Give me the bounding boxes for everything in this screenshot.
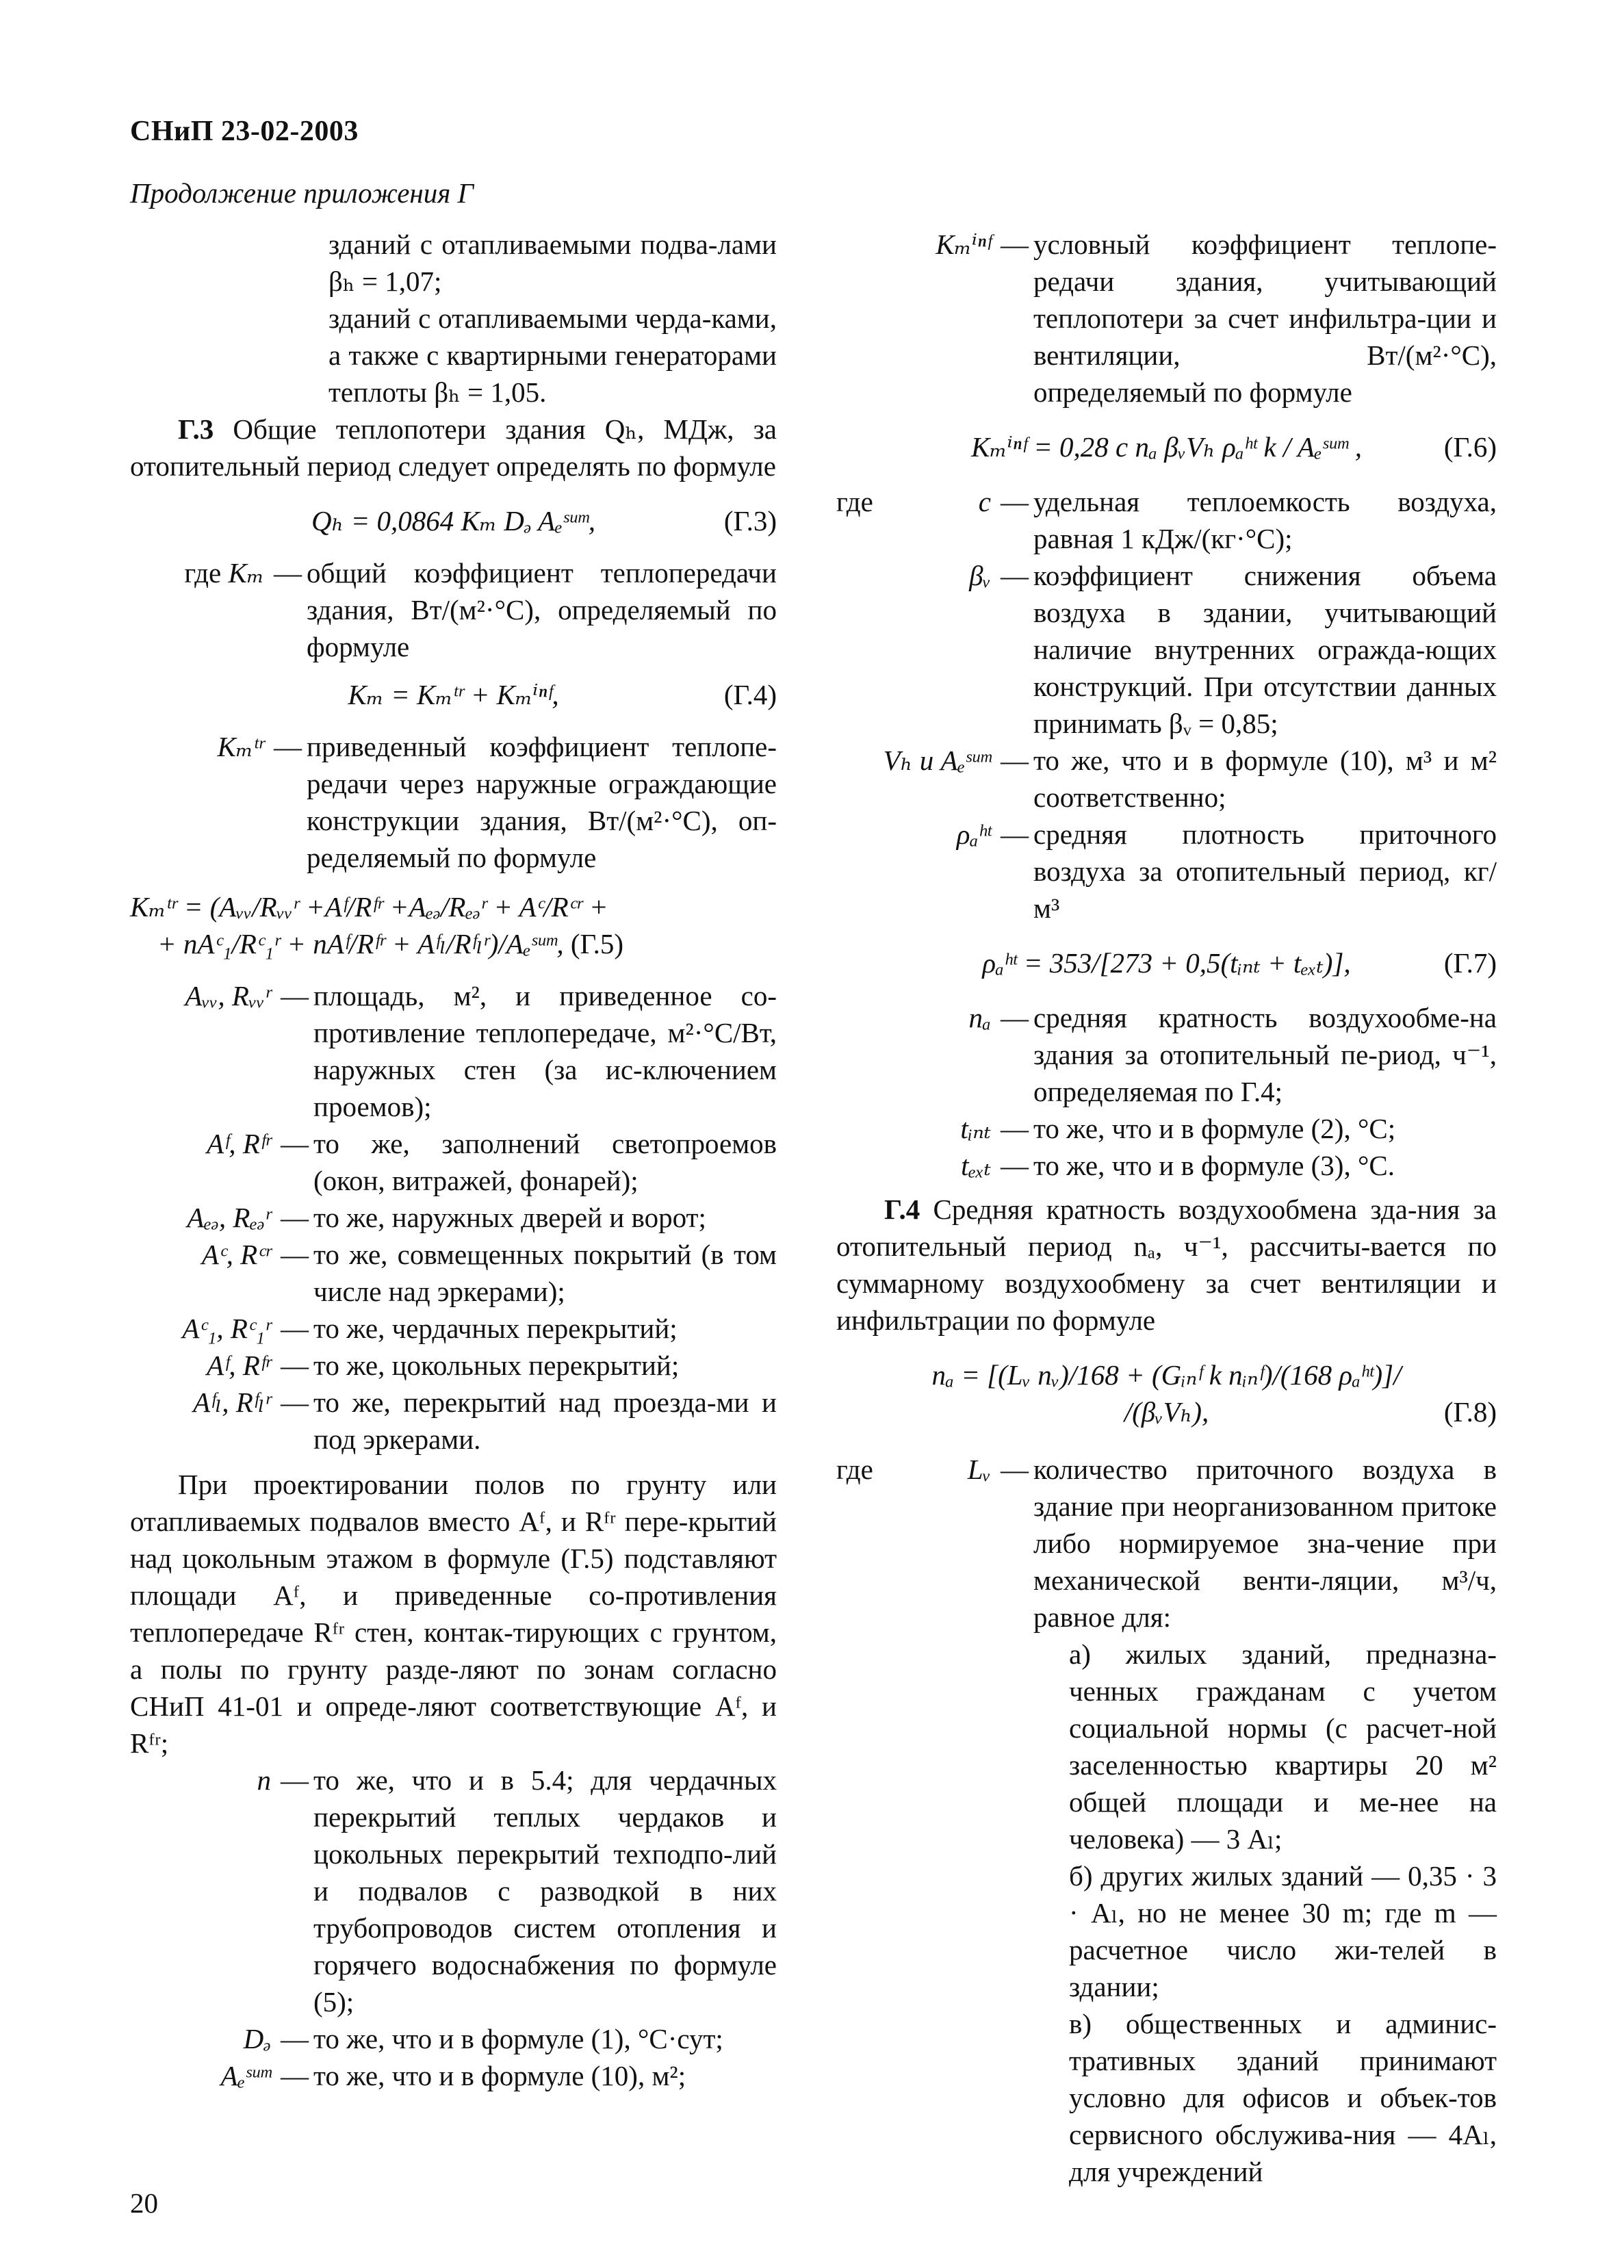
def-dash: — [1001,229,1029,260]
def-item [836,816,1497,927]
gde-word: где [184,557,222,589]
formula-g6-number: (Г.6) [1443,431,1497,463]
def-symbol: Aₑₔ, Rₑₔʳ [187,1202,271,1233]
def-symbol: Aᶜ₁, Rᶜ₁ʳ [182,1313,271,1344]
def-symbol: tₑₓₜ [961,1150,991,1181]
def-item [836,557,1497,742]
def-dash: — [281,1202,309,1233]
lv-symbol: Lᵥ [967,1454,991,1485]
def-dash: — [281,1387,309,1418]
def-kminf [836,226,1497,411]
def-desc: то же, что и в формуле (2), °С; [1033,1113,1396,1144]
def-desc: то же, что и в формуле (3), °С. [1033,1150,1395,1181]
def-item [836,742,1497,816]
def-symbol: n [257,1764,271,1796]
def-dash: — [274,731,302,762]
formula-g5-line1: Kₘᵗʳ = (Aᵥᵥ/Rᵥᵥʳ +Aᶠ/Rᶠʳ +Aₑₔ/Rₑₔʳ + Aᶜ/Rᶜʳ + [130,891,608,923]
right-column [836,226,1497,2190]
gde-word: где [836,486,873,517]
def-item [130,1384,777,1458]
formula-g5 [130,888,777,962]
def-item [130,2020,777,2057]
def-dash: — [281,980,309,1011]
formula-g8-line2-row [836,1393,1497,1430]
def-kmtr [130,728,777,876]
def-symbol: Aᶠ, Rᶠʳ [207,1128,271,1159]
def-km-desc: общий коэффициент теплопередачи здания, Вт/(м²·°С), определяемый по формуле [307,557,777,662]
intro-line-1: зданий с отапливаемыми подва-лами βₕ = 1,07; [328,229,777,297]
document-code-header: СНиП 23-02-2003 [130,116,359,147]
def-dash: — [1001,1113,1029,1144]
section-g3-text: Общие теплопотери здания Qₕ, МДж, за отопительный период следует определять по формуле [130,413,777,482]
formula-g3-number: (Г.3) [723,505,777,537]
def-km [130,554,777,665]
def-symbol: Dₔ [243,2023,271,2054]
def-symbol: Aᶜ, Rᶜʳ [201,1239,271,1270]
page-number: 20 [130,2187,158,2219]
def-desc: то же, что и в 5.4; для чердачных перекрытий теплых чердаков и цокольных перекрытий техподпо-лий и подвалов с разводкой в них трубопроводов систем отопления и горячего водоснабжения по формуле (5); [313,1764,777,2018]
def-item [130,1236,777,1310]
def-dash: — [1001,1150,1029,1181]
def-item [130,1762,777,2020]
def-lv-desc: количество приточного воздуха в здание при неорганизованном притоке либо нормируемое зна-чение при механической венти-ляции, м³/ч, равное для: [1033,1454,1497,1633]
def-dash: — [1001,560,1029,591]
def-desc: то же, чердачных перекрытий; [313,1313,678,1344]
section-g3-label: Г.3 [178,413,214,445]
def-kmtr-symbol: Kₘᵗʳ [217,731,264,762]
def-dash: — [281,1239,309,1270]
formula-g7-expr: ρₐʰᵗ = 353/[273 + 0,5(tᵢₙₜ + tₑₓₜ)], [982,947,1351,979]
formula-g5-line2-row [130,925,777,962]
formula-g8 [836,1356,1497,1430]
formula-g6 [836,428,1497,465]
formula-g8-line2: /(βᵥVₕ), [1124,1396,1209,1428]
def-symbol: ρₐʰᵗ [956,819,991,850]
def-item [130,2057,777,2094]
section-g4-label: Г.4 [884,1194,920,1225]
def-desc: средняя кратность воздухообме-на здания за отопительный пе-риод, ч⁻¹, определяемая по Г.4; [1033,1002,1497,1107]
def-symbol: βᵥ [969,560,991,591]
def-dash: — [281,1313,309,1344]
def-dash: — [281,2023,309,2054]
def-item [836,999,1497,1110]
def-desc: то же, цокольных перекрытий; [313,1350,680,1381]
def-symbol [836,483,1001,520]
def-dash: — [1001,1454,1029,1485]
para-ground-floors: При проектировании полов по грунту или отапливаемых подвалов вместо Aᶠ, и Rᶠʳ пере-крытий над цокольным этажом в формуле (Г.5) подставляют площади Aᶠ, и приведенные со-противления теплопередаче Rᶠʳ стен, контак-тирующих с грунтом, а полы по грунту разде-ляют по зонам согласно СНиП 41-01 и опреде-ляют соответствующие Aᶠ, и Rᶠʳ; [130,1469,777,1759]
appendix-continuation-label: Продолжение приложения Г [130,177,474,209]
km-symbol: Kₘ [228,557,264,589]
lv-sublist [836,1636,1497,2190]
list-item: а) жилых зданий, предназна-ченных гражданам с учетом социальной нормы (с расчет-ной заселенностью квартиры 20 м² общей площади и ме-нее на человека) — 3 Aₗ; [1069,1638,1497,1855]
list-item: в) общественных и админис-тративных зданий принимают условно для офисов и объек-тов сервисного обслужива-ния — 4Aₗ, для учреждений [1069,2008,1497,2187]
def-symbol: Vₕ и Aₑˢᵘᵐ [883,745,991,776]
formula-g4-expr: Kₘ = Kₘᵗʳ + Kₘⁱⁿᶠ, [348,679,559,710]
section-g3 [130,411,777,485]
formula-g5-line2: + nAᶜ₁/Rᶜ₁ʳ + nAᶠ/Rᶠʳ + Aᶠₗ/Rᶠₗʳ)/Aₑˢᵘᵐ, [157,928,564,959]
def-desc: то же, заполнений светопроемов (окон, витражей, фонарей); [313,1128,777,1196]
left-column [130,226,777,2094]
section-g4-text: Средняя кратность воздухообмена зда-ния за отопительный период nₐ, ч⁻¹, рассчиты-вается по суммарному воздухообмену за счет вентиляции и инфильтрации по формуле [836,1194,1497,1336]
intro-block [130,226,777,411]
def-item [836,1110,1497,1147]
def-desc: то же, что и в формуле (10), м²; [313,2060,686,2091]
def-kminf-desc: условный коэффициент теплопе-редачи здания, учитывающий теплопотери за счет инфильтра-ции и вентиляции, Вт/(м²·°С), определяемый по формуле [1033,229,1497,408]
def-item [130,1199,777,1236]
formula-g5-number: (Г.5) [570,928,623,959]
formula-g4-number: (Г.4) [723,679,777,710]
def-item [836,1147,1497,1184]
def-desc: средняя плотность приточного воздуха за отопительный период, кг/м³ [1033,819,1497,924]
gde-word: где [836,1454,873,1485]
def-kmtr-desc: приведенный коэффициент теплопе-редачи через наружные ограждающие конструкции здания, Вт/(м²·°С), оп-ределяемый по формуле [307,731,777,873]
def-list-g6 [836,483,1497,927]
def-item [130,977,777,1125]
def-item [130,1310,777,1347]
formula-g3 [130,502,777,539]
formula-g4 [130,676,777,713]
def-symbol: nₐ [968,1002,991,1033]
def-item [130,1347,777,1384]
def-lv-symbol [836,1451,1001,1488]
def-desc: площадь, м², и приведенное со-противление теплопередаче, м²·°С/Вт, наружных стен (за ис-ключением проемов); [313,980,777,1122]
def-desc: удельная теплоемкость воздуха, равная 1 кДж/(кг·°С); [1033,486,1497,554]
def-dash: — [281,1128,309,1159]
def-dash: — [1001,486,1029,517]
def-symbol: tᵢₙₜ [960,1113,991,1144]
def-km-symbol [130,554,274,591]
def-symbol: Aᶠ, Rᶠʳ [207,1350,271,1381]
intro-line-2: зданий с отапливаемыми черда-ками, а также с квартирными генераторами теплоты βₕ = 1,05. [328,302,777,408]
def-item [130,1125,777,1199]
formula-g7-number: (Г.7) [1443,947,1497,979]
def-dash: — [281,2060,309,2091]
def-list-g7 [836,999,1497,1184]
def-desc: то же, наружных дверей и ворот; [313,1202,706,1233]
def-desc: то же, что и в формуле (1), °С·сут; [313,2023,723,2054]
section-g4 [836,1191,1497,1339]
def-desc: то же, совмещенных покрытий (в том числе над эркерами); [313,1239,777,1307]
def-dash: — [1001,1002,1029,1033]
formula-g7 [836,944,1497,981]
def-symbol: Aᶠₗ, Rᶠₗʳ [193,1387,271,1418]
list-item: б) других жилых зданий — 0,35 · 3 · Aₗ, но не менее 30 m; где m — расчетное число жи-телей в здании; [1069,1860,1497,2002]
formula-g8-number: (Г.8) [1443,1396,1497,1428]
def-desc: то же, перекрытий над проезда-ми и под эркерами. [313,1387,777,1455]
def-kminf-symbol: Kₘⁱⁿᶠ [936,229,991,260]
def-desc: то же, что и в формуле (10), м³ и м² соответственно; [1033,745,1497,813]
formula-g6-expr: Kₘⁱⁿᶠ = 0,28 c nₐ βᵥVₕ ρₐʰᵗ k / Aₑˢᵘᵐ , [971,431,1362,463]
def-symbol: Aᵥᵥ, Rᵥᵥʳ [185,980,271,1011]
def-dash: — [281,1350,309,1381]
def-dash: — [274,557,302,589]
def-list-misc [130,1762,777,2094]
c-symbol: c [978,486,991,517]
def-desc: коэффициент снижения объема воздуха в здании, учитывающий наличие внутренних огражда-ющих конструкций. При отсутствии данных принимать βᵥ = 0,85; [1033,560,1497,739]
formula-g3-expr: Qₕ = 0,0864 Kₘ Dₔ Aₑˢᵘᵐ, [311,505,595,537]
def-dash: — [1001,745,1029,776]
def-item [836,483,1497,557]
def-symbol: Aₑˢᵘᵐ [220,2060,271,2091]
def-lv [836,1451,1497,1636]
def-dash: — [281,1764,309,1796]
formula-g8-line1: nₐ = [(Lᵥ nᵥ)/168 + (Gᵢₙᶠ k nᵢₙᶠ)/(168 ρₐʰᵗ)]/ [931,1359,1402,1391]
def-dash: — [1001,819,1029,850]
def-list-areas [130,977,777,1458]
